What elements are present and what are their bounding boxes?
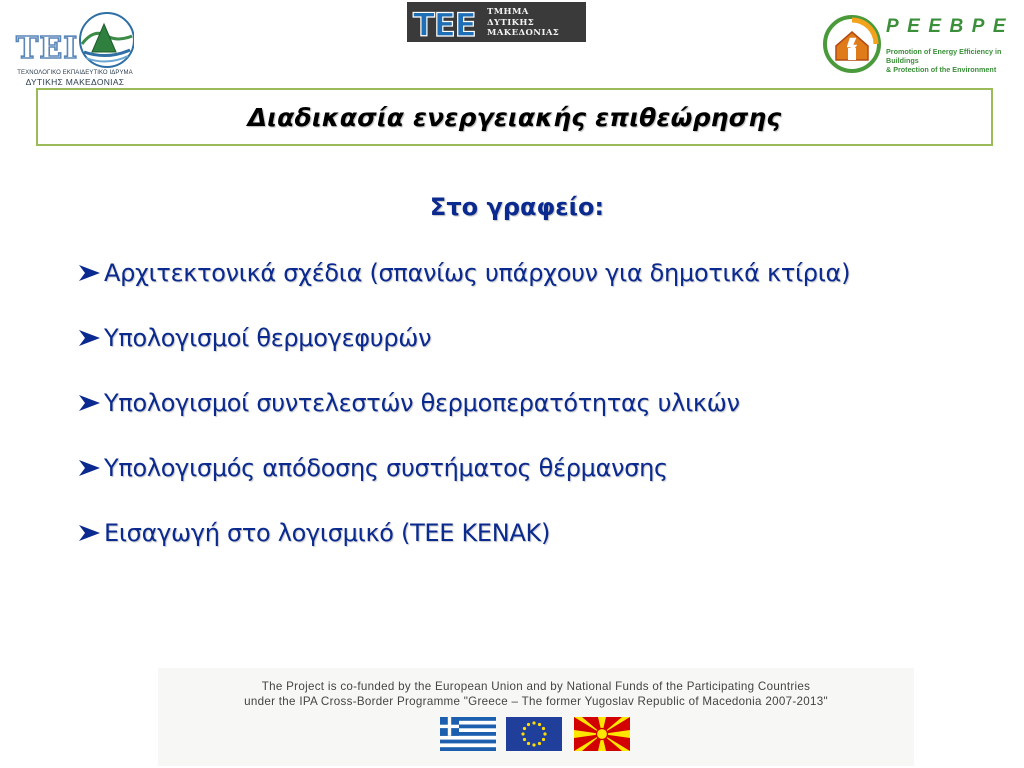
tei-caption-line1: ΤΕΧΝΟΛΟΓΙΚΟ ΕΚΠΑΙΔΕΥΤΙΚΟ ΙΔΡΥΜΑ [17, 70, 133, 76]
arrow-bullet-icon [78, 458, 102, 478]
tee-logo [407, 2, 586, 42]
peebpe-tagline-line2: & Protection of the Environment [886, 65, 997, 74]
bullet-text: Εισαγωγή στο λογισμικό (ΤΕΕ ΚΕΝΑΚ) [104, 519, 551, 547]
bullet-text: Υπολογισμός απόδοσης συστήματος θέρμανσης [104, 454, 668, 482]
arrow-bullet-icon [78, 263, 102, 283]
tei-logo [12, 6, 134, 87]
bullet-item [78, 254, 978, 293]
tei-mark: TEI [16, 31, 79, 66]
bullet-item [78, 319, 978, 358]
tee-caption-line2: ΔΥΤΙΚΗΣ [487, 17, 535, 28]
bullet-text: Υπολογισμοί συντελεστών θερμοπερατότητας υλικών [104, 389, 740, 417]
funding-text [158, 680, 914, 709]
tee-caption-line1: ΤΜΗΜΑ [487, 7, 529, 17]
funding-text-line2: under the IPA Cross-Border Programme "Greece – The former Yugoslav Republic of Macedonia 2007-2013" [244, 694, 828, 708]
tei-caption-line2: ΔΥΤΙΚΗΣ ΜΑΚΕΔΟΝΙΑΣ [25, 77, 125, 87]
peebpe-tagline [886, 47, 1016, 74]
tee-caption [487, 7, 559, 39]
greece-flag-icon [440, 717, 496, 751]
macedonia-flag-icon [574, 717, 630, 751]
title-box [36, 88, 993, 146]
funding-text-line1: The Project is co-funded by the European Union and by National Funds of the Participating Countries [261, 680, 811, 693]
tee-mark: TEE [413, 6, 476, 42]
peebpe-house-icon [822, 14, 886, 74]
tei-emblem-icon [12, 6, 134, 70]
arrow-bullet-icon [78, 523, 102, 543]
bullet-item [78, 449, 978, 488]
bullet-text: Υπολογισμοί θερμογεφυρών [104, 324, 432, 352]
peebpe-tagline-line1: Promotion of Energy Efficiency in Buildings [886, 47, 1002, 65]
tei-caption [12, 69, 138, 87]
funding-banner [158, 668, 914, 766]
bullet-item [78, 514, 978, 553]
peebpe-logo [822, 14, 1018, 74]
tee-caption-line3: ΜΑΚΕΔΟΝΙΑΣ [487, 28, 560, 38]
arrow-bullet-icon [78, 393, 102, 413]
bullet-list [78, 254, 978, 553]
arrow-bullet-icon [78, 328, 102, 348]
page-title: Διαδικασία ενεργειακής επιθεώρησης [247, 102, 782, 132]
peebpe-wordmark: PEEBPE [886, 16, 1015, 37]
bullet-item [78, 384, 978, 423]
bullet-text: Αρχιτεκτονικά σχέδια (σπανίως υπάρχουν για δημοτικά κτίρια) [104, 259, 851, 287]
section-subheading: Στο γραφείο: [429, 193, 605, 221]
tee-mark-icon [407, 2, 487, 42]
eu-flag-icon [506, 717, 562, 751]
